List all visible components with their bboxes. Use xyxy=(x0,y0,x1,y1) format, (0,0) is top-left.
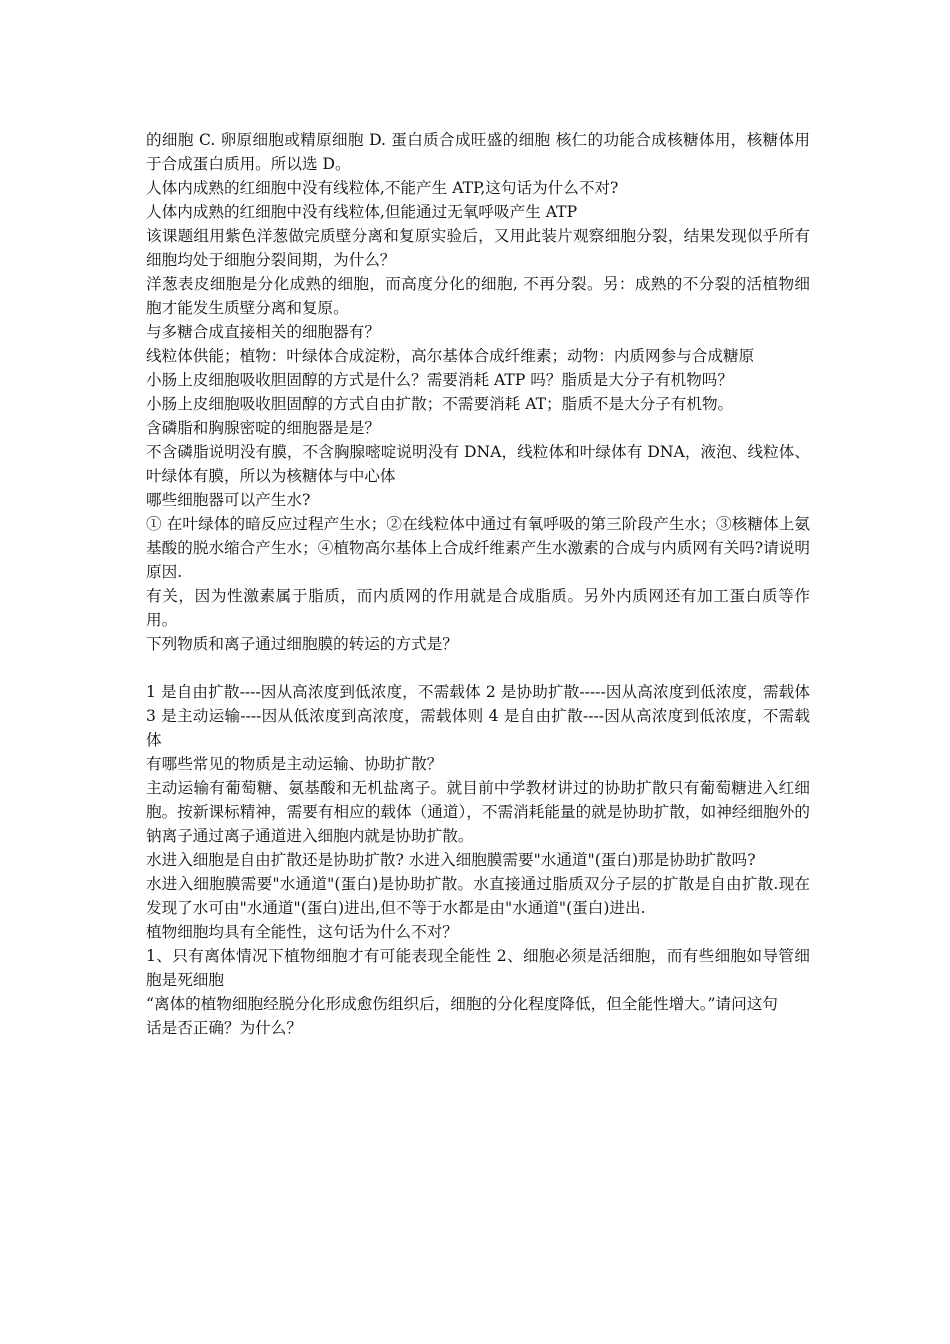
question-phospholipid-thymine: 含磷脂和胸腺密啶的细胞器是是？ xyxy=(146,419,380,437)
question-callus-end: 话是否正确？为什么？ xyxy=(146,1019,302,1037)
answer-transport: 1 是自由扩散----因从高浓度到低浓度，不需载体 2 是协助扩散-----因从高浓度到低浓度，需载体 3 是主动运输----因从低浓度到高浓度，需载体则 4 是自由扩散----因从高浓度到低浓度，不需载体 xyxy=(146,683,810,749)
answer-water-producing: ① 在叶绿体的暗反应过程产生水；②在线粒体中通过有氧呼吸的第三阶段产生水；③核糖体上氨基酸的脱水缩合产生水；④植物高尔基体上合成纤维素产生水激素的合成与内质网有关吗?请说明原因. xyxy=(146,515,810,581)
answer-totipotency: 1、只有离体情况下植物细胞才有可能表现全能性 2、细胞必须是活细胞，而有些细胞如导管细胞是死细胞 xyxy=(146,947,810,989)
question-onion-cells: 该课题组用紫色洋葱做完质壁分离和复原实验后，又用此装片观察细胞分裂，结果发现似乎所有细胞均处于细胞分裂间期，为什么？ xyxy=(146,227,810,269)
question-transport: 下列物质和离子通过细胞膜的转运的方式是？ xyxy=(146,635,458,653)
answer-polysaccharide: 线粒体供能；植物：叶绿体合成淀粉，高尔基体合成纤维素；动物：内质网参与合成糖原 xyxy=(146,347,755,365)
question-polysaccharide: 与多糖合成直接相关的细胞器有？ xyxy=(146,323,380,341)
answer-phospholipid-thymine: 不含磷脂说明没有膜，不含胸腺嘧啶说明没有 DNA，线粒体和叶绿体有 DNA，液泡、线粒体、叶绿体有膜，所以为核糖体与中心体 xyxy=(146,443,810,485)
question-cholesterol: 小肠上皮细胞吸收胆固醇的方式是什么？需要消耗 ATP 吗？脂质是大分子有机物吗？ xyxy=(146,371,733,389)
question-totipotency: 植物细胞均具有全能性，这句话为什么不对？ xyxy=(146,923,458,941)
answer-water-channel: 水进入细胞膜需要"水通道"(蛋白)是协助扩散。水直接通过脂质双分子层的扩散是自由扩散.现在发现了水可由"水通道"(蛋白)进出,但不等于水都是由"水通道"(蛋白)进出. xyxy=(146,875,810,917)
answer-rbc-atp: 人体内成熟的红细胞中没有线粒体,但能通过无氧呼吸产生 ATP xyxy=(146,203,578,221)
answer-active-facilitated: 主动运输有葡萄糖、氨基酸和无机盐离子。就目前中学教材讲过的协助扩散只有葡萄糖进入红细胞。按新课标精神，需要有相应的载体（通道），不需消耗能量的就是协助扩散，如神经细胞外的钠离子通过离子通道进入细胞内就是协助扩散。 xyxy=(146,779,810,845)
document-page xyxy=(146,128,810,1040)
question-water-channel: 水进入细胞是自由扩散还是协助扩散? 水进入细胞膜需要"水通道"(蛋白)那是协助扩散吗? xyxy=(146,851,756,869)
answer-onion-cells: 洋葱表皮细胞是分化成熟的细胞，而高度分化的细胞, 不再分裂。另：成熟的不分裂的活植物细胞才能发生质壁分离和复原。 xyxy=(146,275,810,317)
question-water-producing: 哪些细胞器可以产生水? xyxy=(146,491,311,509)
question-rbc-atp: 人体内成熟的红细胞中没有线粒体,不能产生 ATP,这句话为什么不对? xyxy=(146,179,619,197)
question-active-facilitated: 有哪些常见的物质是主动运输、协助扩散？ xyxy=(146,755,443,773)
blank-line xyxy=(146,656,810,680)
answer-hormone-er: 有关，因为性激素属于脂质，而内质网的作用就是合成脂质。另外内质网还有加工蛋白质等作用。 xyxy=(146,587,810,629)
answer-cholesterol: 小肠上皮细胞吸收胆固醇的方式自由扩散；不需要消耗 AT；脂质不是大分子有机物。 xyxy=(146,395,734,413)
paragraph-1: 的细胞 C. 卵原细胞或精原细胞 D. 蛋白质合成旺盛的细胞 核仁的功能合成核糖体用，核糖体用于合成蛋白质用。所以选 D。 xyxy=(146,131,810,173)
question-callus: “离体的植物细胞经脱分化形成愈伤组织后，细胞的分化程度降低，但全能性增大。”请问这句 xyxy=(146,995,778,1013)
